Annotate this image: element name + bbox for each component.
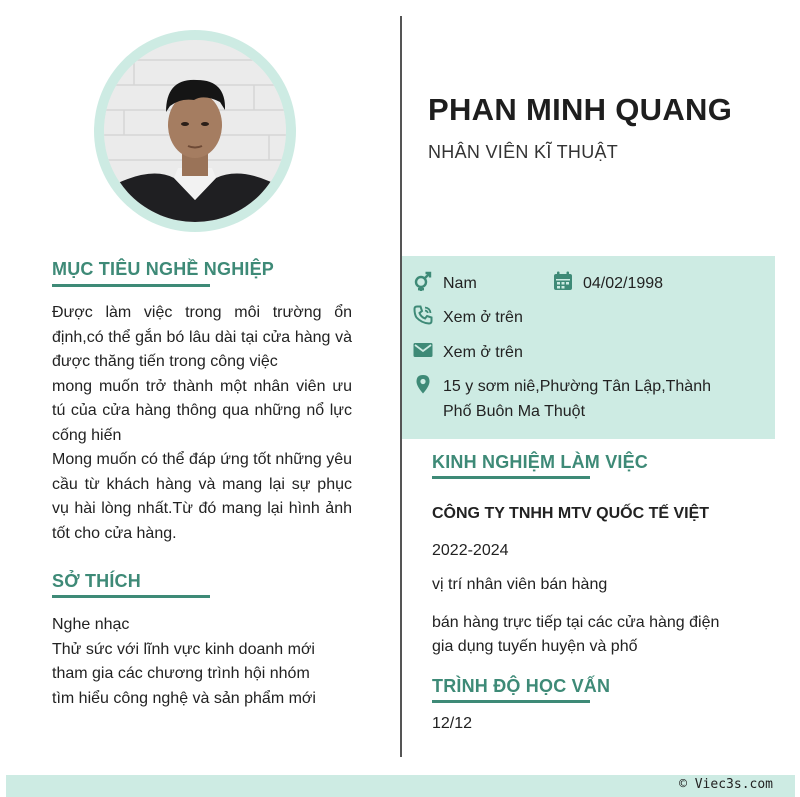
job-description bbox=[432, 611, 719, 659]
calendar-icon bbox=[553, 271, 573, 291]
objective-title: MỤC TIÊU NGHỀ NGHIỆP bbox=[52, 259, 275, 279]
education-level: 12/12 bbox=[432, 715, 473, 732]
hobby-item: tìm hiểu công nghệ và sản phẩm mới bbox=[52, 689, 316, 707]
job-position: vị trí nhân viên bán hàng bbox=[432, 576, 608, 593]
phone-row bbox=[413, 305, 523, 330]
location-pin-icon bbox=[413, 374, 433, 394]
education-title: TRÌNH ĐỘ HỌC VẤN bbox=[432, 676, 611, 696]
gender-icon bbox=[413, 271, 433, 291]
footer-bar bbox=[6, 775, 795, 797]
gender-value: Nam bbox=[443, 275, 477, 292]
objective-paragraph: Được làm việc trong môi trường ổn định,có thể gắn bó lâu dài tại cửa hàng và được thăng tiến trong công việc bbox=[52, 304, 352, 370]
hobbies-title: SỞ THÍCH bbox=[52, 571, 141, 591]
objective-text bbox=[52, 301, 352, 546]
job-description-line: gia dụng tuyến huyện và phố bbox=[432, 638, 638, 655]
address-row bbox=[413, 374, 711, 424]
phone-value: Xem ở trên bbox=[443, 309, 523, 326]
address-value bbox=[443, 374, 711, 424]
candidate-role: NHÂN VIÊN KĨ THUẬT bbox=[428, 142, 619, 162]
candidate-name: PHAN MINH QUANG bbox=[428, 92, 733, 127]
birthday-value: 04/02/1998 bbox=[583, 275, 664, 292]
footer-credit: © Viec3s.com bbox=[679, 777, 773, 792]
hobby-item: Thử sức với lĩnh vực kinh doanh mới bbox=[52, 640, 315, 658]
hobby-item: tham gia các chương trình hội nhóm bbox=[52, 665, 310, 682]
hobbies-underline bbox=[52, 595, 210, 598]
envelope-icon bbox=[413, 340, 433, 360]
work-period: 2022-2024 bbox=[432, 542, 509, 559]
avatar-frame bbox=[94, 30, 296, 232]
experience-title: KINH NGHIỆM LÀM VIỆC bbox=[432, 452, 649, 472]
address-line: 15 y sơm niê,Phường Tân Lập,Thành bbox=[443, 378, 711, 395]
email-value: Xem ở trên bbox=[443, 344, 523, 361]
avatar bbox=[104, 40, 286, 222]
experience-underline bbox=[432, 476, 590, 479]
job-description-line: bán hàng trực tiếp tại các cửa hàng điện bbox=[432, 614, 720, 631]
objective-paragraph: mong muốn trở thành một nhân viên ưu tú của cửa hàng thông qua những nổ lực cống hiến bbox=[52, 377, 352, 444]
education-underline bbox=[432, 700, 590, 703]
gender-row bbox=[413, 271, 477, 296]
company-name: CÔNG TY TNHH MTV QUỐC TẾ VIỆT bbox=[432, 505, 710, 522]
hobbies-list bbox=[52, 613, 372, 711]
objective-paragraph: Mong muốn có thể đáp ứng tốt những yêu cầu từ khách hàng và mang lại sự phục vụ hài lòng nhất.Từ đó mang lại hình ảnh tốt cho cửa hàng. bbox=[52, 451, 352, 542]
email-row bbox=[413, 340, 523, 365]
phone-icon bbox=[413, 305, 433, 325]
objective-underline bbox=[52, 284, 210, 287]
address-line: Phố Buôn Ma Thuột bbox=[443, 403, 586, 420]
hobby-item: Nghe nhạc bbox=[52, 616, 130, 633]
birthday-row bbox=[553, 271, 663, 296]
